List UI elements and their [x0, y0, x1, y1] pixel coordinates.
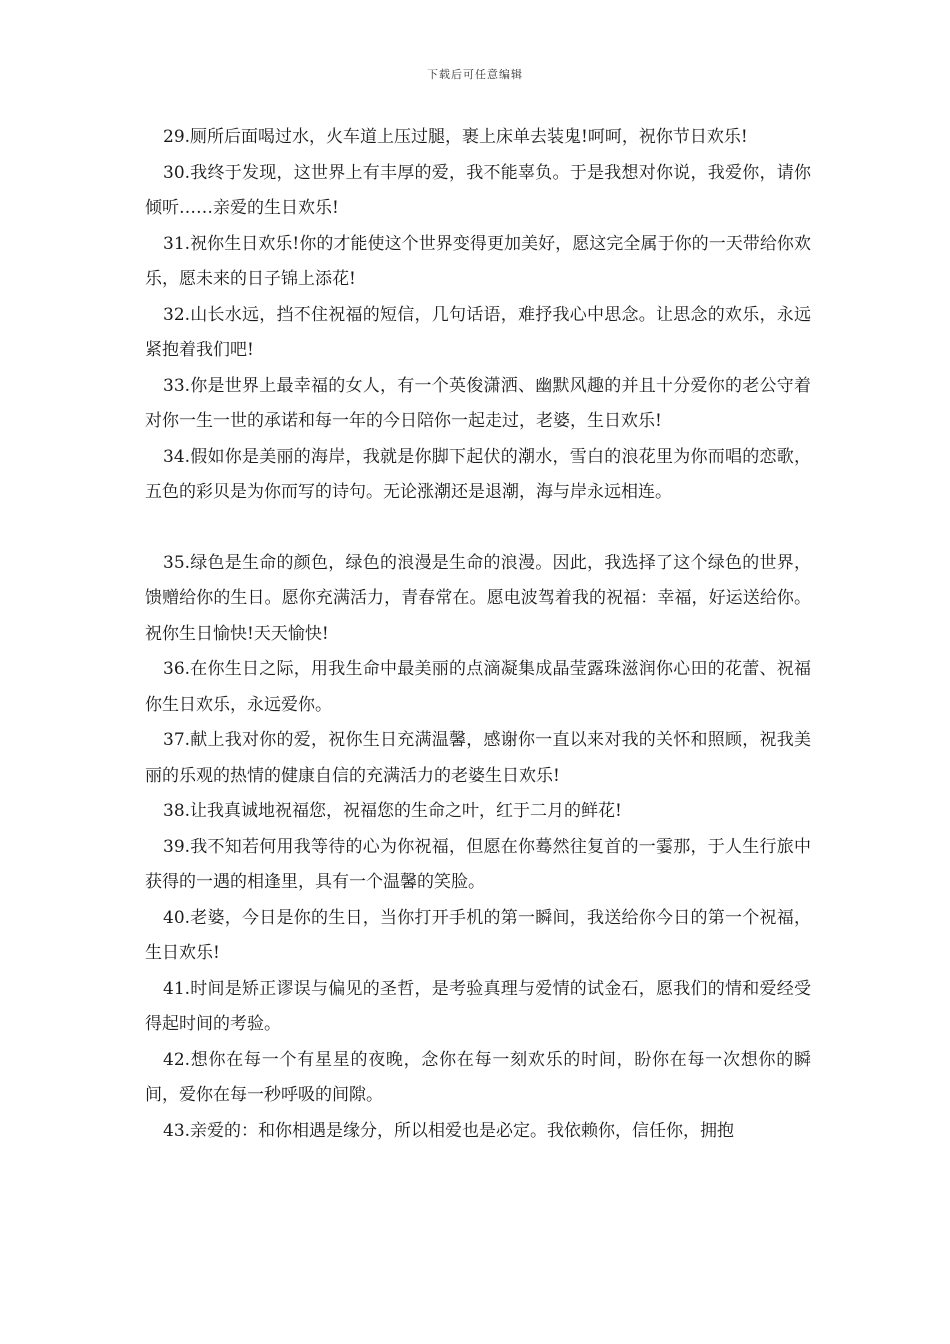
page-header-note: 下载后可任意编辑 [427, 68, 523, 81]
document-body [145, 120, 811, 1149]
paragraph-32: 32.山长水远，挡不住祝福的短信，几句话语，难抒我心中思念。让思念的欢乐，永远紧抱着我们吧! [145, 304, 811, 360]
paragraph-37: 37.献上我对你的爱，祝你生日充满温馨，感谢你一直以来对我的关怀和照顾，祝我美丽的乐观的热情的健康自信的充满活力的老婆生日欢乐! [145, 730, 811, 786]
paragraph-43: 43.亲爱的：和你相遇是缘分，所以相爱也是必定。我依赖你，信任你，拥抱 [163, 1120, 735, 1141]
paragraph-33: 33.你是世界上最幸福的女人，有一个英俊潇洒、幽默风趣的并且十分爱你的老公守着对你一生一世的承诺和每一年的今日陪你一起走过，老婆，生日欢乐! [145, 375, 811, 431]
paragraph-35: 35.绿色是生命的颜色，绿色的浪漫是生命的浪漫。因此，我选择了这个绿色的世界，馈赠给你的生日。愿你充满活力，青春常在。愿电波驾着我的祝福：幸福，好运送给你。祝你生日愉快!天天愉快! [145, 552, 811, 644]
paragraph-29: 29.厕所后面喝过水，火车道上压过腿，裹上床单去装鬼!呵呵，祝你节日欢乐! [163, 127, 748, 147]
paragraph-34: 34.假如你是美丽的海岸，我就是你脚下起伏的潮水，雪白的浪花里为你而唱的恋歌，五色的彩贝是为你而写的诗句。无论涨潮还是退潮，海与岸永远相连。 [145, 446, 811, 502]
paragraph-38: 38.让我真诚地祝福您，祝福您的生命之叶，红于二月的鲜花! [163, 801, 622, 821]
paragraph-36: 36.在你生日之际，用我生命中最美丽的点滴凝集成晶莹露珠滋润你心田的花蕾、祝福你生日欢乐，永远爱你。 [145, 659, 811, 715]
paragraph-31: 31.祝你生日欢乐!你的才能使这个世界变得更加美好，愿这完全属于你的一天带给你欢乐，愿未来的日子锦上添花! [145, 233, 811, 289]
paragraph-30: 30.我终于发现，这世界上有丰厚的爱，我不能辜负。于是我想对你说，我爱你，请你倾听……亲爱的生日欢乐! [145, 162, 811, 218]
paragraph-42: 42.想你在每一个有星星的夜晚，念你在每一刻欢乐的时间，盼你在每一次想你的瞬间，爱你在每一秒呼吸的间隙。 [145, 1049, 811, 1105]
paragraph-39: 39.我不知若何用我等待的心为你祝福，但愿在你蓦然往复首的一霎那，于人生行旅中获得的一遇的相逢里，具有一个温馨的笑脸。 [145, 836, 811, 892]
paragraph-41: 41.时间是矫正谬误与偏见的圣哲，是考验真理与爱情的试金石，愿我们的情和爱经受得起时间的考验。 [145, 978, 811, 1034]
paragraph-40: 40.老婆，今日是你的生日，当你打开手机的第一瞬间，我送给你今日的第一个祝福，生日欢乐! [145, 907, 811, 963]
